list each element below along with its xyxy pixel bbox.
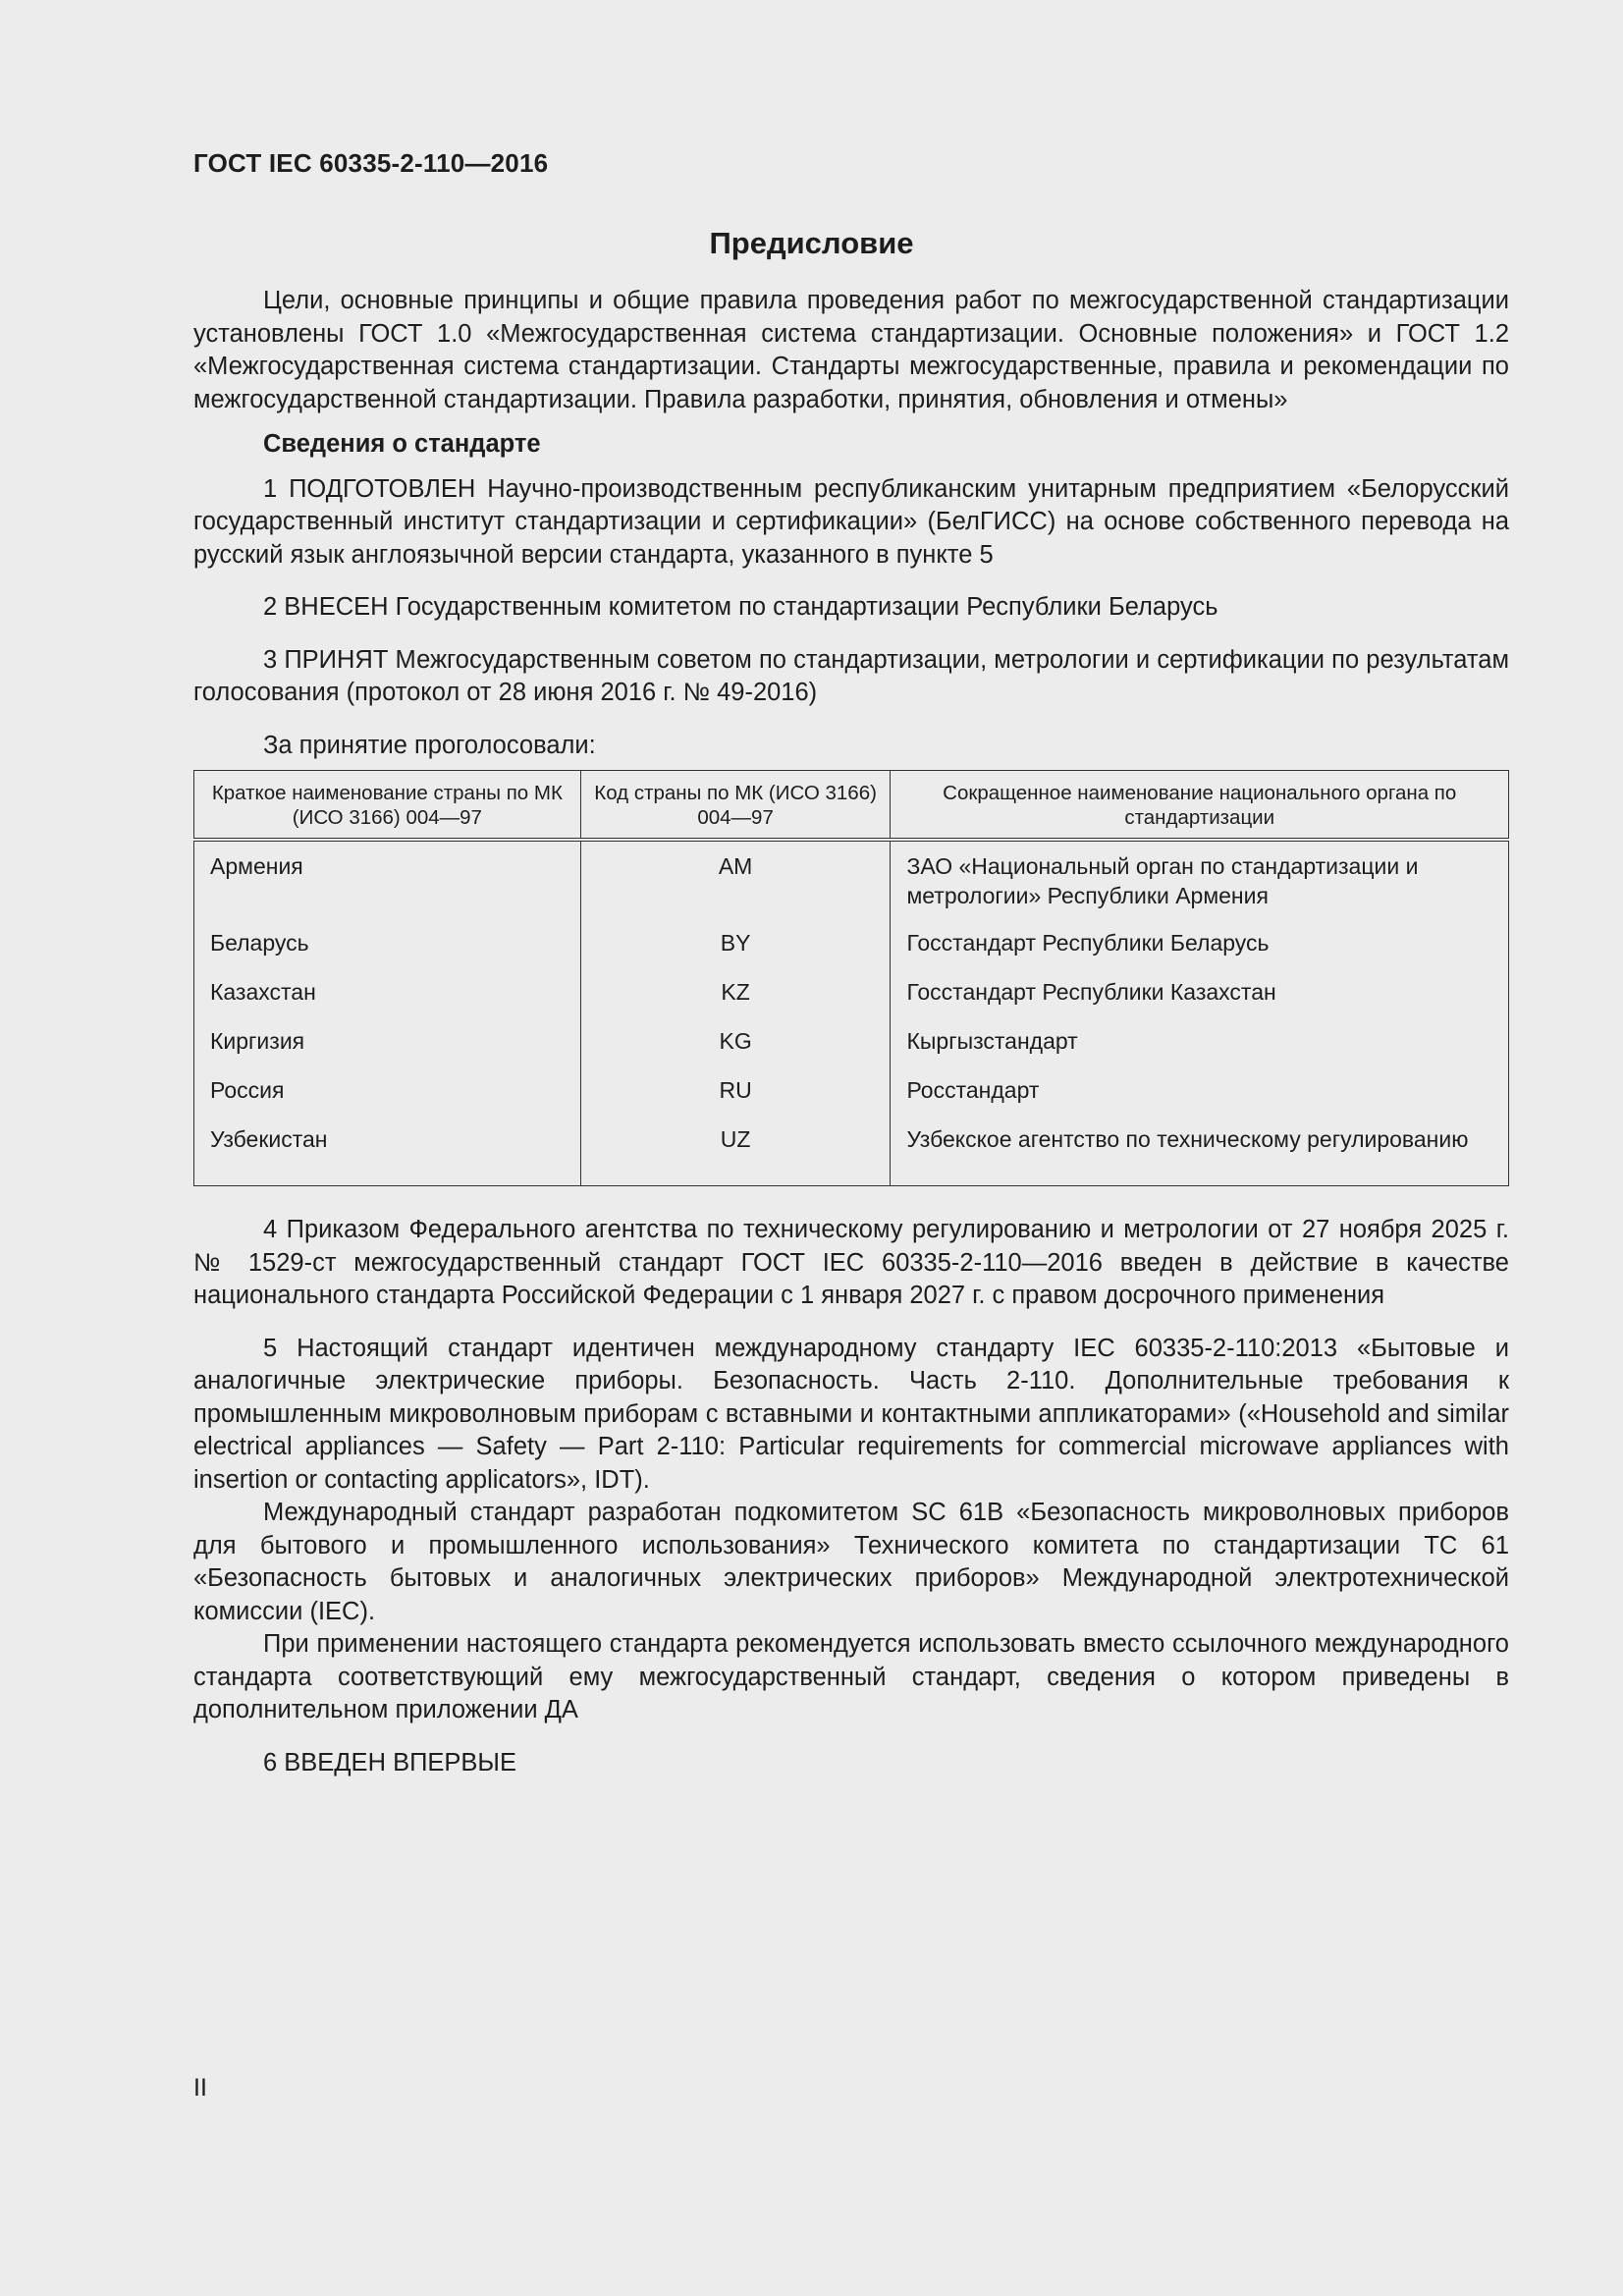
page-title: Предисловие	[709, 226, 914, 260]
cell-code: KG	[580, 1018, 891, 1067]
item-3: 3 ПРИНЯТ Межгосударственным советом по стандартизации, метрологии и сертификации по результатам голосования (протокол от 28 июня 2016 г. № 49-2016)	[193, 645, 1509, 706]
item-5: 5 Настоящий стандарт идентичен международному стандарту IEC 60335-2-110:2013 «Бытовые и аналогичные электрические приборы. Безопасность. Часть 2-110. Дополнительные требования к промышленным микроволновым приборам с вставными и контактными аппликаторами» («Household and similar electrical appliances — Safety — Part 2-110: Particular requirements for commercial microwave appliances with insertion or contacting applicators», IDT).	[193, 1334, 1509, 1494]
cell-country: Киргизия	[194, 1018, 581, 1067]
cell-agency: Росстандарт	[891, 1067, 1509, 1117]
cell-agency: Госстандарт Республики Казахстан	[891, 969, 1509, 1018]
col-header-code: Код страны по МК (ИСО 3166) 004—97	[580, 771, 891, 841]
cell-agency: Госстандарт Республики Беларусь	[891, 920, 1509, 969]
voted-label: За принятие проголосовали:	[263, 731, 596, 759]
item-2: 2 ВНЕСЕН Государственным комитетом по стандартизации Республики Беларусь	[263, 593, 1218, 621]
item-6: 6 ВВЕДЕН ВПЕРВЫЕ	[263, 1748, 517, 1777]
col-header-country: Краткое наименование страны по МК (ИСО 3166) 004—97	[194, 771, 581, 841]
item-5-sc-paragraph: Международный стандарт разработан подкомитетом SC 61B «Безопасность микроволновых приборов для бытового и промышленного использования» Технического комитета по стандартизации TC 61 «Безопасность бытовых и аналогичных электрических приборов» Международной электротехнической комиссии (IEC).	[193, 1499, 1509, 1625]
table-row	[194, 1117, 1509, 1186]
table-header-row	[194, 771, 1509, 841]
cell-country: Узбекистан	[194, 1117, 581, 1186]
cell-country: Армения	[194, 840, 581, 920]
item-4: 4 Приказом Федерального агентства по техническому регулированию и метрологии от 27 ноября 2025 г. № 1529-ст межгосударственный стандарт ГОСТ IEC 60335-2-110—2016 введен в действие в качестве национального стандарта Российской Федерации с 1 января 2027 г. с правом досрочного применения	[193, 1216, 1509, 1309]
cell-country: Беларусь	[194, 920, 581, 969]
table-row	[194, 1067, 1509, 1117]
content-body	[193, 285, 1509, 1779]
voting-table	[193, 770, 1509, 1186]
item-5-usage-paragraph: При применении настоящего стандарта рекомендуется использовать вместо ссылочного международного стандарта соответствующий ему межгосударственный стандарт, сведения о котором приведены в дополнительном приложении ДА	[193, 1630, 1509, 1723]
table-row	[194, 1018, 1509, 1067]
cell-agency: Узбекское агентство по техническому регулированию	[891, 1117, 1509, 1186]
col-header-agency: Сокращенное наименование национального органа по стандартизации	[891, 771, 1509, 841]
cell-code: UZ	[580, 1117, 891, 1186]
cell-country: Казахстан	[194, 969, 581, 1018]
table-row	[194, 969, 1509, 1018]
intro-paragraph: Цели, основные принципы и общие правила проведения работ по межгосударственной стандартизации установлены ГОСТ 1.0 «Межгосударственная система стандартизации. Основные положения» и ГОСТ 1.2 «Межгосударственная система стандартизации. Стандарты межгосударственные, правила и рекомендации по межгосударственной стандартизации. Правила разработки, принятия, обновления и отмены»	[193, 287, 1509, 413]
page-number: II	[193, 2074, 207, 2102]
cell-country: Россия	[194, 1067, 581, 1117]
section-subheading: Сведения о стандарте	[263, 430, 541, 458]
document-header: ГОСТ IEC 60335-2-110—2016	[193, 148, 549, 178]
table-row	[194, 840, 1509, 920]
cell-agency: Кыргызстандарт	[891, 1018, 1509, 1067]
cell-code: AM	[580, 840, 891, 920]
cell-code: BY	[580, 920, 891, 969]
table-row	[194, 920, 1509, 969]
cell-code: KZ	[580, 969, 891, 1018]
cell-agency: ЗАО «Национальный орган по стандартизации и метрологии» Республики Армения	[891, 840, 1509, 920]
item-1: 1 ПОДГОТОВЛЕН Научно-производственным республиканским унитарным предприятием «Белорусский государственный институт стандартизации и сертификации» (БелГИСС) на основе собственного перевода на русский язык англоязычной версии стандарта, указанного в пункте 5	[193, 474, 1509, 569]
cell-code: RU	[580, 1067, 891, 1117]
